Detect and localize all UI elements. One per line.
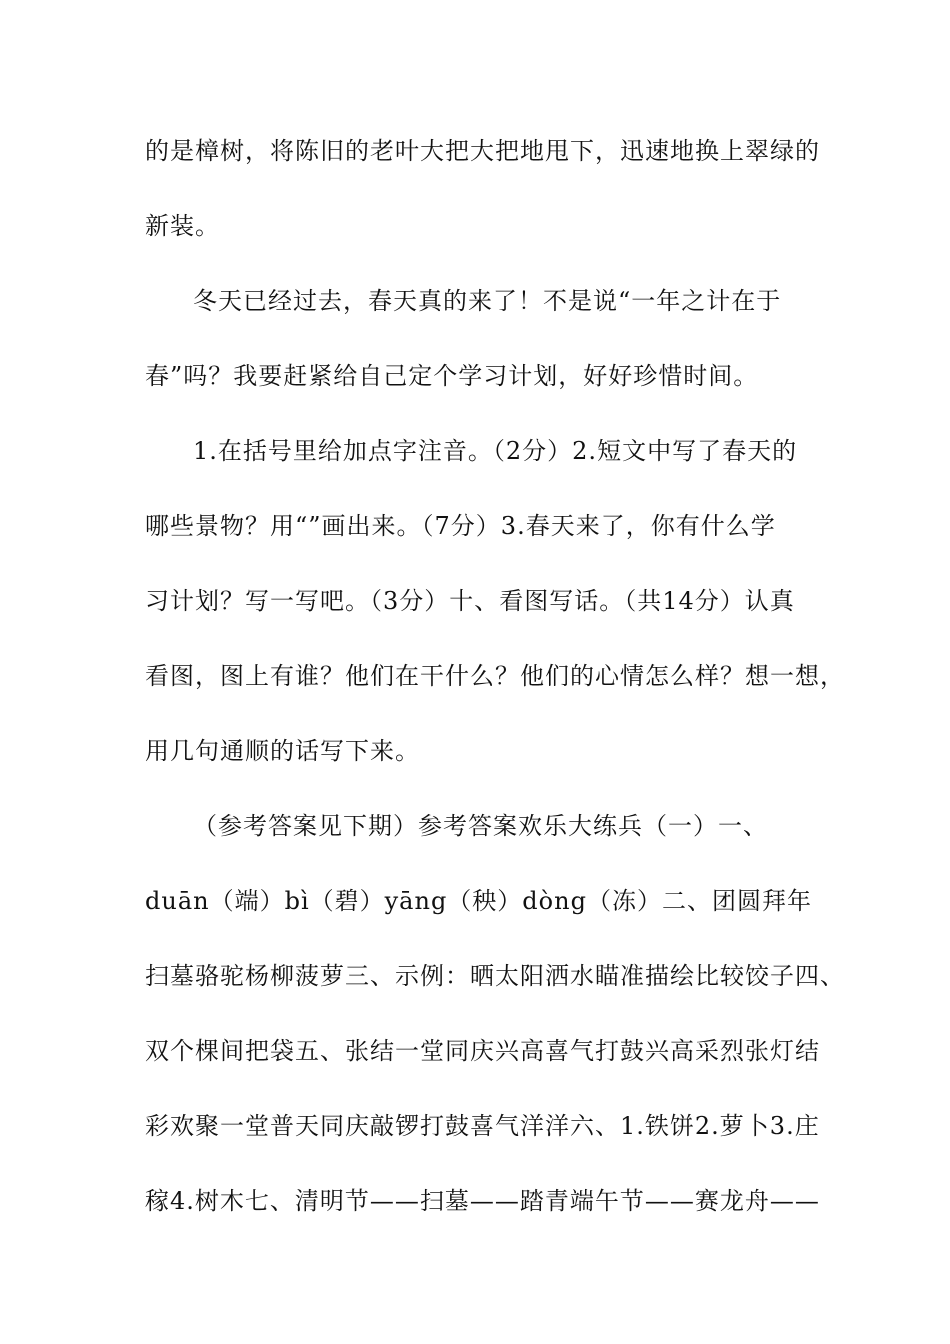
text-line: 看图，图上有谁？他们在干什么？他们的心情怎么样？想一想， (145, 662, 845, 690)
text-line: 扫墓骆驼杨柳菠萝三、示例：晒太阳洒水瞄准描绘比较饺子四、 (145, 962, 845, 990)
text-line: duān（端）bì（碧）yāng（秧）dòng（冻）二、团圆拜年 (145, 887, 812, 915)
text-line: 彩欢聚一堂普天同庆敲锣打鼓喜气洋洋六、1.铁饼2.萝卜3.庄 (145, 1112, 820, 1140)
text-line: 春”吗？我要赶紧给自己定个学习计划，好好珍惜时间。 (145, 362, 759, 390)
text-line: 习计划？写一写吧。（3分）十、看图写话。（共14分）认真 (145, 587, 795, 615)
text-line: 稼4.树木七、清明节——扫墓——踏青端午节——赛龙舟—— (145, 1187, 820, 1215)
text-line: 双个棵间把袋五、张结一堂同庆兴高喜气打鼓兴高采烈张灯结 (145, 1037, 820, 1065)
paragraph-start-line: 1.在括号里给加点字注音。（2分）2.短文中写了春天的 (193, 437, 798, 465)
text-line: 用几句通顺的话写下来。 (145, 737, 420, 765)
text-line: 的是樟树，将陈旧的老叶大把大把地甩下，迅速地换上翠绿的 (145, 137, 820, 165)
paragraph-start-line: 冬天已经过去，春天真的来了！不是说“一年之计在于 (193, 287, 782, 315)
text-line: 新装。 (145, 212, 220, 240)
paragraph-start-line: （参考答案见下期）参考答案欢乐大练兵（一）一、 (193, 812, 768, 840)
text-line: 哪些景物？用“”画出来。（7分）3.春天来了，你有什么学 (145, 512, 776, 540)
